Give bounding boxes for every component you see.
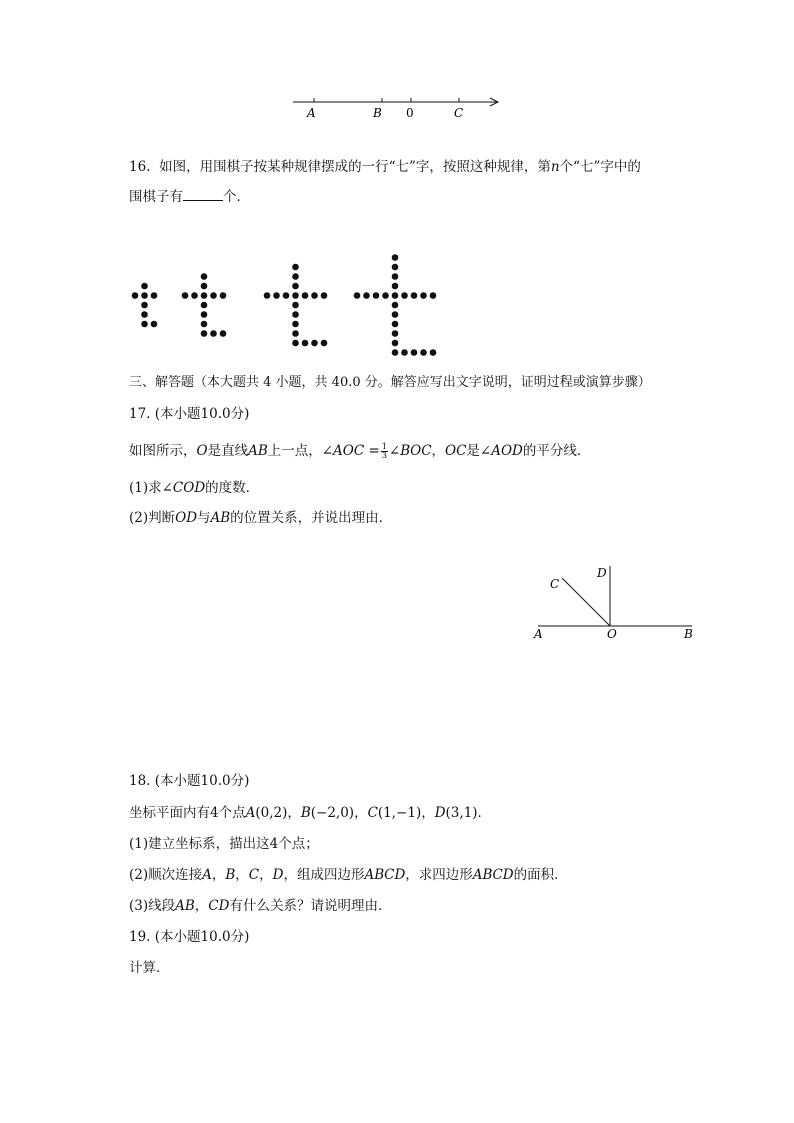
go-stone <box>420 292 427 299</box>
go-stone <box>292 302 299 309</box>
label-C: C <box>454 106 464 120</box>
go-stone <box>292 273 299 280</box>
go-stone <box>292 321 299 328</box>
number-line-figure <box>285 92 510 126</box>
go-stone <box>292 340 299 347</box>
go-stone <box>132 292 139 299</box>
go-stone <box>392 283 399 290</box>
go-stone <box>264 292 271 299</box>
go-stone <box>182 292 189 299</box>
go-stone <box>382 292 389 299</box>
go-stone <box>392 349 399 356</box>
go-stone <box>411 349 418 356</box>
go-stone <box>373 292 380 299</box>
go-stone <box>210 292 217 299</box>
go-stone <box>201 321 208 328</box>
go-stone <box>210 330 217 337</box>
ray-OC <box>562 578 610 626</box>
go-stone <box>273 292 280 299</box>
go-stone <box>411 292 418 299</box>
label-0: 0 <box>406 106 414 120</box>
go-stone <box>392 340 399 347</box>
go-stone <box>141 292 148 299</box>
go-stone <box>141 321 148 328</box>
go-stone <box>292 311 299 318</box>
go-stone <box>392 302 399 309</box>
go-stone <box>292 264 299 271</box>
go-stones <box>132 254 437 356</box>
go-stone <box>392 292 399 299</box>
go-stone <box>292 330 299 337</box>
fraction-numerator: 1 <box>381 442 387 451</box>
label-point-A: A <box>534 627 543 641</box>
go-stone <box>191 292 198 299</box>
q17-intro-a: 如图所示，𝑂是直线𝐴𝐵上一点，∠𝐴𝑂𝐶 = <box>129 443 380 459</box>
go-stone <box>430 349 437 356</box>
label-point-C: C <box>550 577 560 591</box>
q18-header: 18. (本小题10.0分) <box>129 773 250 789</box>
go-stone <box>201 273 208 280</box>
go-stone <box>151 292 158 299</box>
go-stone <box>321 292 328 299</box>
go-stone <box>283 292 290 299</box>
go-stone <box>201 283 208 290</box>
go-stone <box>430 292 437 299</box>
go-stone <box>420 349 427 356</box>
go-stone <box>401 292 408 299</box>
go-stone <box>141 311 148 318</box>
go-stone <box>392 273 399 280</box>
go-stone <box>292 283 299 290</box>
label-point-O: O <box>607 627 617 641</box>
go-stone <box>311 340 318 347</box>
go-stone <box>392 330 399 337</box>
q17-intro-b: ∠𝐵𝑂𝐶，𝑂𝐶是∠𝐴𝑂𝐷的平分线． <box>388 443 591 459</box>
go-stone <box>302 292 309 299</box>
go-stone <box>201 292 208 299</box>
q18-intro: 坐标平面内有4个点𝐴(0,2)，𝐵(−2,0)，𝐶(1,−1)，𝐷(3,1)． <box>129 805 492 821</box>
q16-number: 16. <box>129 159 151 175</box>
label-point-B: B <box>684 627 693 641</box>
go-stones-figure <box>125 245 465 365</box>
go-stone <box>220 330 227 337</box>
q17-part2: (2)判断𝑂𝐷与𝐴𝐵的位置关系，并说出理由． <box>129 510 393 526</box>
go-stone <box>141 302 148 309</box>
fraction-one-third <box>381 443 388 460</box>
q17-part1: (1)求∠𝐶𝑂𝐷的度数． <box>129 480 260 496</box>
section3-heading: 三、解答题（本大题共 4 小题，共 40.0 分。解答应写出文字说明，证明过程或演算步骤） <box>129 375 651 390</box>
go-stone <box>354 292 361 299</box>
q16-text-before-blank: 围棋子有 <box>129 189 183 205</box>
go-stone <box>141 283 148 290</box>
q19-intro: 计算． <box>129 960 170 976</box>
q17-header: 17. (本小题10.0分) <box>129 406 250 422</box>
go-stone <box>392 264 399 271</box>
go-stone <box>363 292 370 299</box>
go-stone <box>220 292 227 299</box>
answer-blank <box>183 188 223 201</box>
go-stone <box>392 254 399 261</box>
go-stone <box>311 292 318 299</box>
go-stone <box>321 340 328 347</box>
fraction-denominator: 3 <box>381 451 387 460</box>
q19-header: 19. (本小题10.0分) <box>129 929 250 945</box>
q16-text-after-blank: 个． <box>223 189 250 205</box>
q17-intro <box>129 442 590 460</box>
label-A: A <box>307 106 316 120</box>
q18-part3: (3)线段𝐴𝐵，𝐶𝐷有什么关系？请说明理由． <box>129 898 392 914</box>
q16-text-line1: 如图，用围棋子按某种规律摆成的一行“七”字，按照这种规律，第𝑛个“七”字中的 <box>159 159 641 175</box>
go-stone <box>392 321 399 328</box>
label-point-D: D <box>597 566 607 580</box>
go-stone <box>201 311 208 318</box>
q18-part1: (1)建立坐标系，描出这4个点； <box>129 836 319 852</box>
angle-figure <box>530 560 700 645</box>
go-stone <box>201 302 208 309</box>
go-stone <box>401 349 408 356</box>
q18-part2: (2)顺次连接𝐴，𝐵，𝐶，𝐷，组成四边形𝐴𝐵𝐶𝐷，求四边形𝐴𝐵𝐶𝐷的面积． <box>129 867 568 883</box>
go-stone <box>302 340 309 347</box>
q16-line1 <box>129 158 641 176</box>
label-B: B <box>373 106 382 120</box>
q16-line2 <box>129 188 250 206</box>
go-stone <box>151 321 158 328</box>
go-stone <box>201 330 208 337</box>
go-stone <box>292 292 299 299</box>
go-stone <box>392 311 399 318</box>
